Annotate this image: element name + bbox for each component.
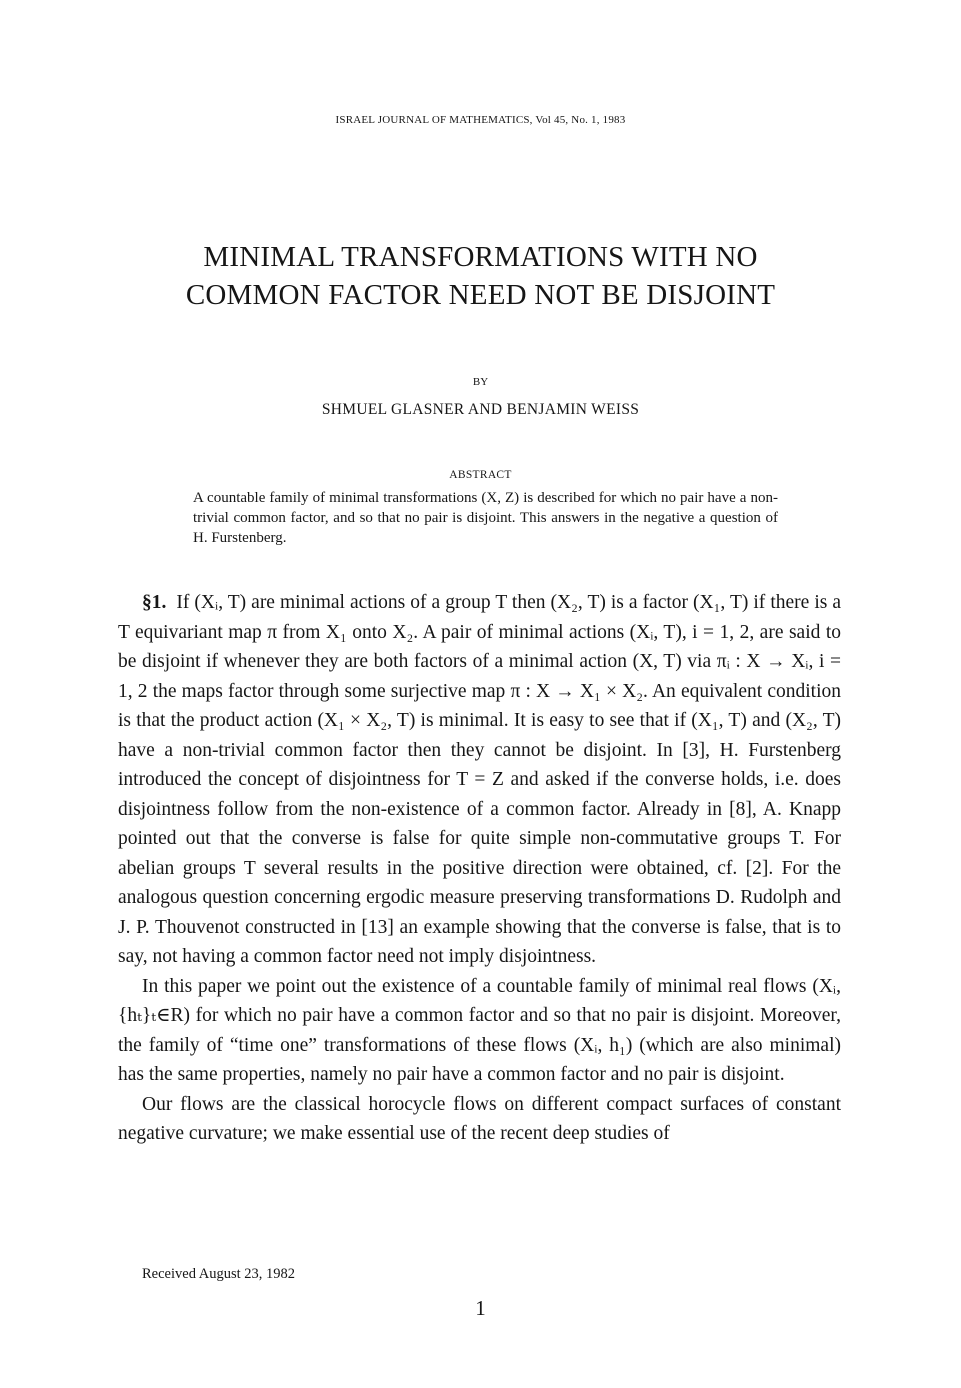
journal-header: ISRAEL JOURNAL OF MATHEMATICS, Vol 45, No. 1, 1983	[335, 114, 626, 126]
by-label: BY	[472, 376, 489, 388]
section-mark: §1.	[142, 592, 167, 613]
body-text	[118, 588, 841, 1149]
authors: SHMUEL GLASNER AND BENJAMIN WEISS	[321, 401, 640, 418]
paragraph-2: In this paper we point out the existence of a countable family of minimal real flows (Xᵢ, {hₜ}ₜ∈R) for which no pair have a common factor and so that no pair is disjoint. Moreover, the family of “time one” transformations of these flows (Xᵢ, h₁) (which are also minimal) has the same properties, namely no pair have a common factor and no pair is disjoint.	[118, 975, 841, 1085]
abstract-text: A countable family of minimal transformations (X, Z) is described for which no pair have a non-trivial common factor, and so that no pair is disjoint. This answers in the negative a question of H. Furstenberg.	[193, 490, 778, 546]
paragraph-1	[118, 588, 841, 972]
page-number: 1	[475, 1296, 486, 1320]
abstract-heading: ABSTRACT	[449, 469, 512, 481]
title-line-2: COMMON FACTOR NEED NOT BE DISJOINT	[185, 279, 776, 311]
paragraph-3: Our flows are the classical horocycle flows on different compact surfaces of constant negative curvature; we make essential use of the recent deep studies of	[118, 1093, 841, 1144]
paper-title	[0, 238, 961, 314]
received-date: Received August 23, 1982	[142, 1266, 296, 1282]
title-line-1: MINIMAL TRANSFORMATIONS WITH NO	[203, 241, 758, 273]
paragraph-1-text: If (Xᵢ, T) are minimal actions of a group T then (X₂, T) is a factor (X₁, T) if there is a T equivariant map π from X₁ onto X₂. A pair of minimal actions (Xᵢ, T), i = 1, 2, are said to be disjoint if whenever they are both factors of a minimal action (X, T) via πᵢ : X → Xᵢ, i = 1, 2 the maps factor through some surjective map π : X → X₁ × X₂. An equivalent condition is that the product action (X₁ × X₂, T) is minimal. It is easy to see that if (X₁, T) and (X₂, T) have a non-trivial common factor then they cannot be disjoint. In [3], H. Furstenberg introduced the concept of disjointness for T = Z and asked if the converse holds, i.e. does disjointness follow from the non-existence of a common factor. Already in [8], A. Knapp pointed out that the converse is false for quite simple non-commutative groups T. For abelian groups T several results in the positive direction were obtained, cf. [2]. For the analogous question concerning ergodic measure preserving transformations D. Rudolph and J. P. Thouvenot constructed in [13] an example showing that the converse is false, that is to say, not having a common factor need not imply disjointness.	[118, 592, 841, 967]
